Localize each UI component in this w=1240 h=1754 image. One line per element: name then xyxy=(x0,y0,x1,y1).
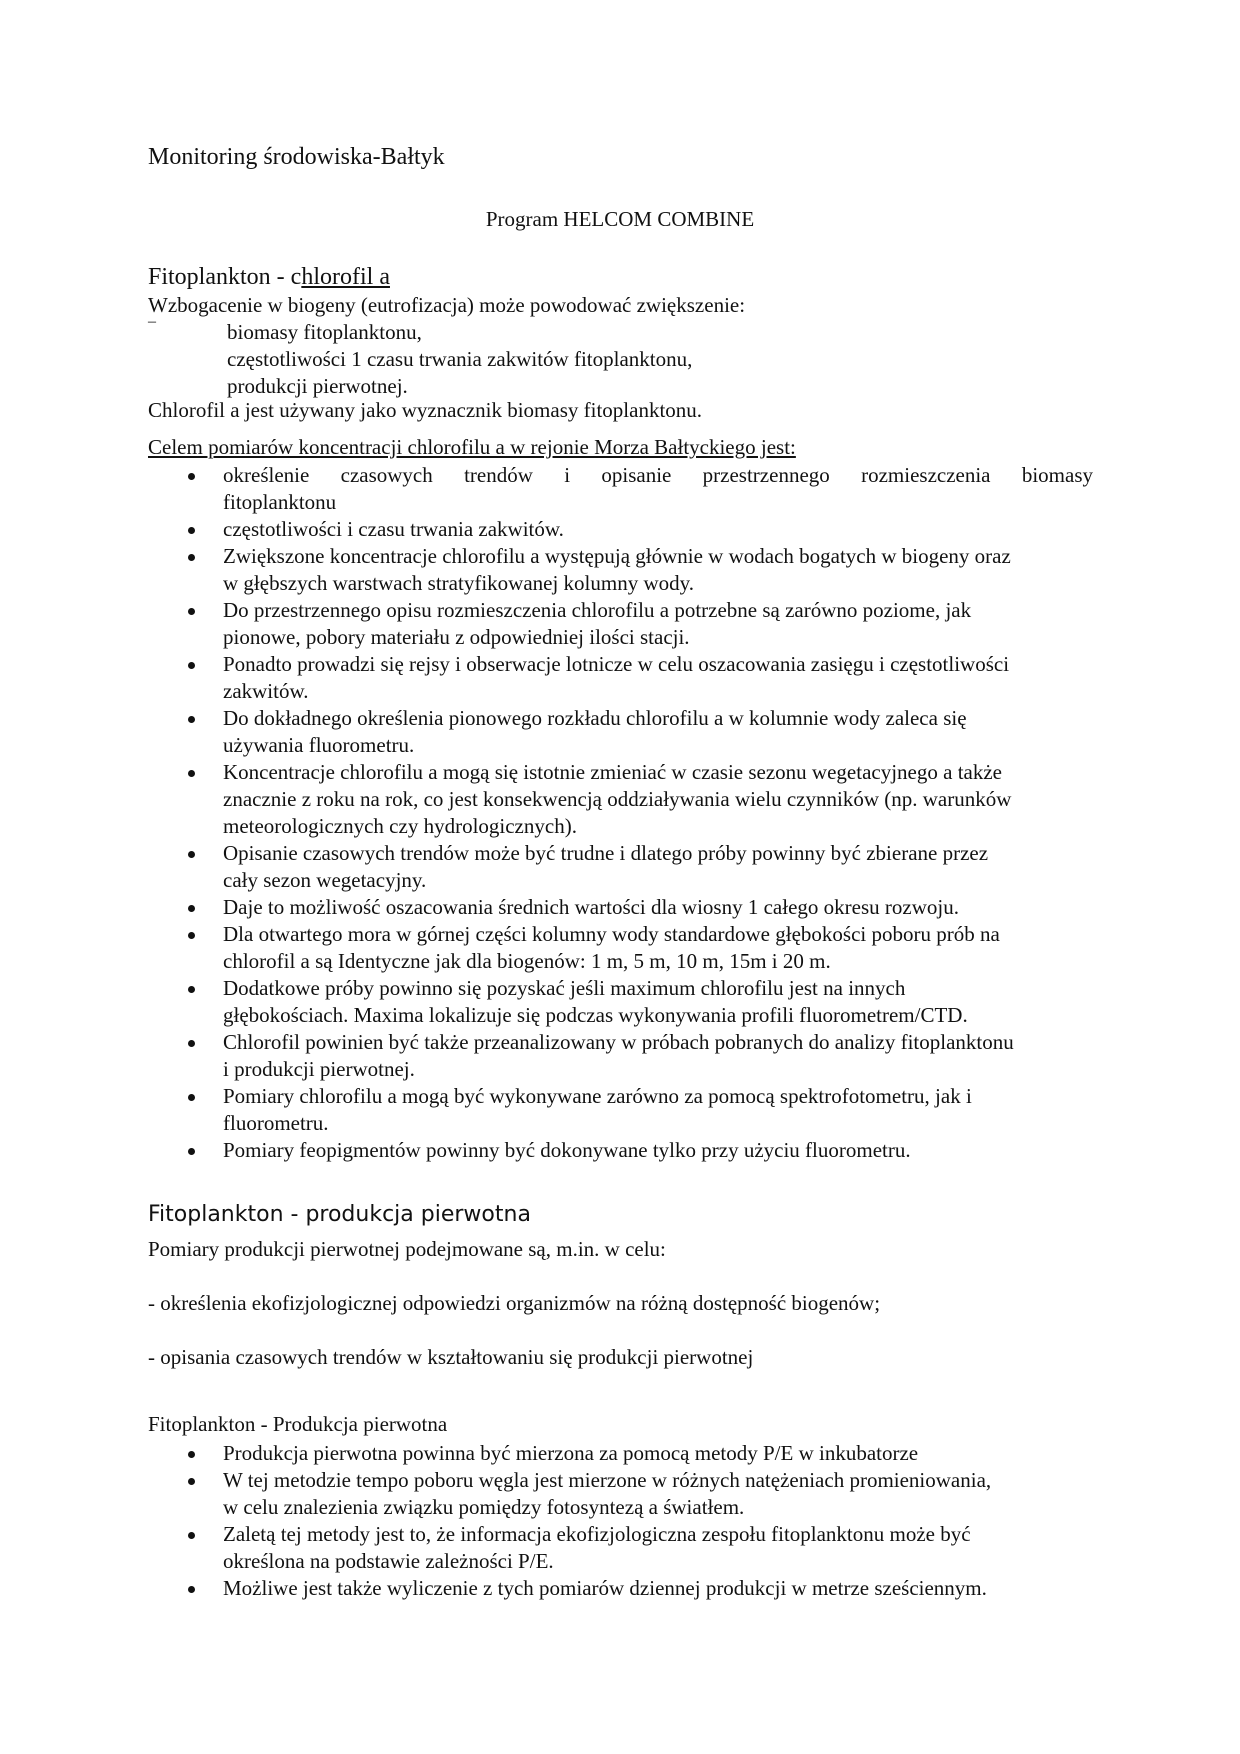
bullet-icon xyxy=(188,608,195,615)
bullet-icon xyxy=(188,1040,195,1047)
bullet-icon xyxy=(188,473,195,480)
list-item: Chlorofil powinien być także przeanalizowany w próbach pobranych do analizy fitoplanktonu i produkcji pierwotnej. xyxy=(148,1029,1093,1083)
dash-mark: – xyxy=(148,313,156,330)
bullet-icon xyxy=(188,770,195,777)
bullet-icon xyxy=(188,932,195,939)
bullet-icon xyxy=(188,1532,195,1539)
produkcja-intro: Pomiary produkcji pierwotnej podejmowane są, m.in. w celu: xyxy=(148,1237,666,1261)
list-item: Zwiększone koncentracje chlorofilu a występują głównie w wodach bogatych w biogeny oraz w głębszych warstwach stratyfikowanej kolumny wody. xyxy=(148,543,1093,597)
produkcja-bullet-list xyxy=(148,1440,1093,1602)
bullet-icon xyxy=(188,851,195,858)
bullet-icon xyxy=(188,986,195,993)
list-item: określenie czasowych trendów i opisanie przestrzennego rozmieszczenia biomasy fitoplanktonu xyxy=(148,462,1093,516)
bullet-icon xyxy=(188,1478,195,1485)
heading-prefix: Fitoplankton - c xyxy=(148,264,302,290)
list-item: Do przestrzennego opisu rozmieszczenia chlorofilu a potrzebne są zarówno poziome, jak pionowe, pobory materiału z odpowiedniej ilości stacji. xyxy=(148,597,1093,651)
document-title: Monitoring środowiska-Bałtyk xyxy=(148,144,445,170)
section-heading-chlorofil xyxy=(148,264,390,291)
produkcja-point-2: - opisania czasowych trendów w kształtowaniu się produkcji pierwotnej xyxy=(148,1345,754,1369)
list-item: Możliwe jest także wyliczenie z tych pomiarów dziennej produkcji w metrze sześciennym. xyxy=(148,1575,1093,1602)
program-title: Program HELCOM COMBINE xyxy=(485,207,755,231)
bullet-icon xyxy=(188,1148,195,1155)
list-item: Pomiary chlorofilu a mogą być wykonywane zarówno za pomocą spektrofotometru, jak i fluorometru. xyxy=(148,1083,1093,1137)
list-item: Daje to możliwość oszacowania średnich wartości dla wiosny 1 całego okresu rozwoju. xyxy=(148,894,1093,921)
bullet-icon xyxy=(188,1586,195,1593)
heading-underlined: hlorofil a xyxy=(301,264,390,290)
section-heading-produkcja-2: Fitoplankton - Produkcja pierwotna xyxy=(148,1412,448,1436)
list-item: Dla otwartego mora w górnej części kolumny wody standardowe głębokości poboru prób na chlorofil a są Identyczne jak dla biogenów: 1 m, 5 m, 10 m, 15m i 20 m. xyxy=(148,921,1093,975)
bullet-icon xyxy=(188,716,195,723)
list-item: Produkcja pierwotna powinna być mierzona za pomocą metody P/E w inkubatorze xyxy=(148,1440,1093,1467)
subitem-czestotliwosc: częstotliwości 1 czasu trwania zakwitów fitoplanktonu, xyxy=(227,347,693,371)
bullet-icon xyxy=(188,662,195,669)
subitem-biomasa: biomasy fitoplanktonu, xyxy=(227,320,422,344)
list-item: Zaletą tej metody jest to, że informacja ekofizjologiczna zespołu fitoplanktonu może być określona na podstawie zależności P/E. xyxy=(148,1521,1093,1575)
list-item: Ponadto prowadzi się rejsy i obserwacje lotnicze w celu oszacowania zasięgu i częstotliwości zakwitów. xyxy=(148,651,1093,705)
subitem-produkcja: produkcji pierwotnej. xyxy=(227,374,408,398)
bullet-icon xyxy=(188,1451,195,1458)
list-item: W tej metodzie tempo poboru węgla jest mierzone w różnych natężeniach promieniowania, w celu znalezienia związku pomiędzy fotosyntezą a światłem. xyxy=(148,1467,1093,1521)
list-item: częstotliwości i czasu trwania zakwitów. xyxy=(148,516,1093,543)
list-item: Koncentracje chlorofilu a mogą się istotnie zmieniać w czasie sezonu wegetacyjnego a także znacznie z roku na rok, co jest konsekwencją oddziaływania wielu czynników (np. warunków meteorologicznych czy hydrologicznych). xyxy=(148,759,1093,840)
chlorofil-definition: Chlorofil a jest używany jako wyznacznik biomasy fitoplanktonu. xyxy=(148,398,703,422)
goal-bullet-list xyxy=(148,462,1093,1164)
goal-heading: Celem pomiarów koncentracji chlorofilu a w rejonie Morza Bałtyckiego jest: xyxy=(148,435,796,459)
section-heading-produkcja: Fitoplankton - produkcja pierwotna xyxy=(148,1202,531,1227)
list-item: Do dokładnego określenia pionowego rozkładu chlorofilu a w kolumnie wody zaleca się używania fluorometru. xyxy=(148,705,1093,759)
list-item: Dodatkowe próby powinno się pozyskać jeśli maximum chlorofilu jest na innych głębokościach. Maxima lokalizuje się podczas wykonywania profili fluorometrem/CTD. xyxy=(148,975,1093,1029)
bullet-icon xyxy=(188,527,195,534)
list-item: Opisanie czasowych trendów może być trudne i dlatego próby powinny być zbierane przez cały sezon wegetacyjny. xyxy=(148,840,1093,894)
list-item: Pomiary feopigmentów powinny być dokonywane tylko przy użyciu fluorometru. xyxy=(148,1137,1093,1164)
produkcja-point-1: - określenia ekofizjologicznej odpowiedzi organizmów na różną dostępność biogenów; xyxy=(148,1291,881,1315)
bullet-icon xyxy=(188,1094,195,1101)
section-intro: Wzbogacenie w biogeny (eutrofizacja) może powodować zwiększenie: xyxy=(148,293,746,317)
bullet-icon xyxy=(188,554,195,561)
bullet-icon xyxy=(188,905,195,912)
